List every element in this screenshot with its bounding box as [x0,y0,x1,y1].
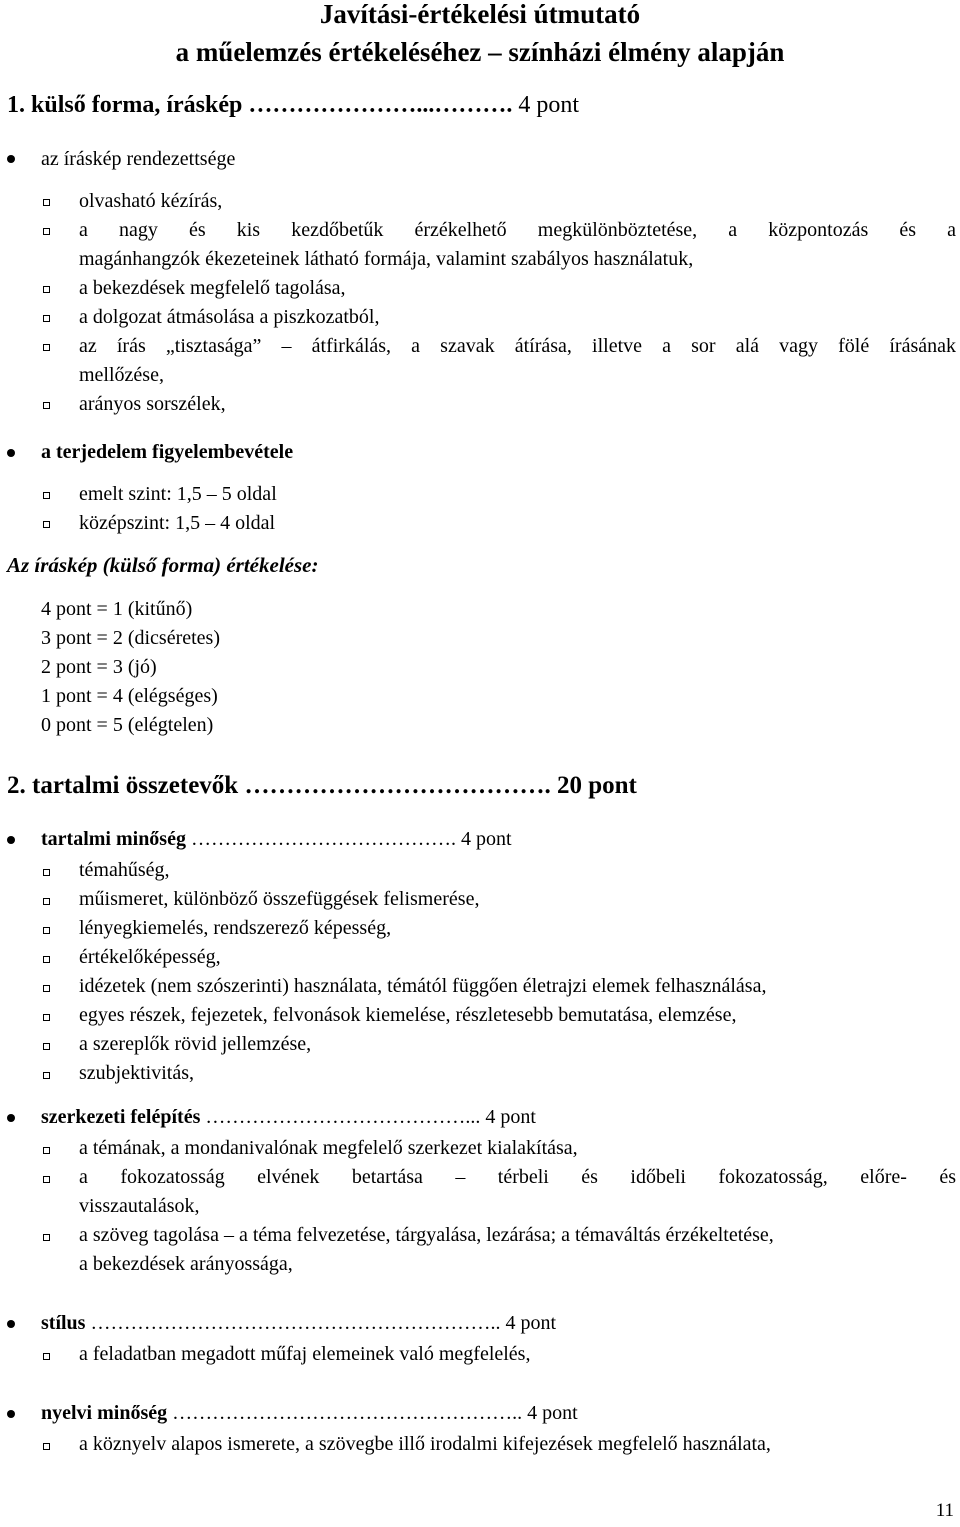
page-number: 11 [935,1500,954,1521]
group-heading-nyelvi-minoseg [41,1401,578,1425]
list-item-continuation: magánhangzók ékezeteinek látható formája, valamint szabályos használatuk, [79,248,694,270]
grade-scale-line: 3 pont = 2 (dicséretes) [41,627,221,649]
list-item: a bekezdések megfelelő tagolása, [79,277,346,299]
grade-scale-line: 1 pont = 4 (elégséges) [41,685,218,707]
document-title-line-1: Javítási-értékelési útmutató [319,0,641,29]
checkbox-square-icon [43,1147,50,1154]
list-item: a dolgozat átmásolása a piszkozatból, [79,306,380,328]
leader-dots: …………………………………. [185,828,456,850]
bullet-icon [7,155,15,163]
group-heading-tartalmi-minoseg [41,827,512,851]
list-item: szubjektivitás, [79,1062,194,1084]
group-label: tartalmi minőség [41,828,186,850]
leader-dots: …………………………………... [200,1106,481,1128]
list-item: olvasható kézírás, [79,190,223,212]
group-label: stílus [41,1312,86,1334]
list-item: arányos sorszélek, [79,393,226,415]
list-item: egyes részek, fejezetek, felvonások kiemelése, részletesebb bemutatása, elemzése, [79,1004,737,1026]
bullet-label-terjedelem: a terjedelem figyelembevétele [41,441,294,463]
list-item: a köznyelv alapos ismerete, a szövegbe illő irodalmi kifejezések megfelelő használata, [79,1433,771,1455]
group-points: 4 pont [500,1312,557,1334]
checkbox-square-icon [43,1234,50,1241]
list-item-continuation: visszautalások, [79,1195,200,1217]
checkbox-square-icon [43,985,50,992]
checkbox-square-icon [43,286,50,293]
checkbox-square-icon [43,1353,50,1360]
list-item: a témának, a mondanivalónak megfelelő szerkezet kialakítása, [79,1137,578,1159]
checkbox-square-icon [43,402,50,409]
checkbox-square-icon [43,315,50,322]
group-points: 4 pont [480,1106,536,1128]
grade-scale-line: 4 pont = 1 (kitűnő) [41,598,193,620]
checkbox-square-icon [43,1072,50,1079]
bullet-icon [7,449,15,457]
group-points: 4 pont [455,828,512,850]
checkbox-square-icon [43,869,50,876]
list-item: műismeret, különböző összefüggések felismerése, [79,888,480,910]
group-label: nyelvi minőség [41,1402,168,1424]
checkbox-square-icon [43,492,50,499]
checkbox-square-icon [43,898,50,905]
section-2-points: 20 pont [550,772,637,799]
grade-scale-line: 0 pont = 5 (elégtelen) [41,714,214,736]
group-heading-szerkezeti-felepites [41,1105,536,1129]
grade-scale-line: 2 pont = 3 (jó) [41,656,157,678]
leader-dots: …………………………………………….. [167,1402,523,1424]
checkbox-square-icon [43,1443,50,1450]
list-item: a feladatban megadott műfaj elemeinek való megfelelés, [79,1343,531,1365]
checkbox-square-icon [43,521,50,528]
list-item: idézetek (nem szószerinti) használata, témától függően életrajzi elemek felhasználása, [79,975,767,997]
checkbox-square-icon [43,956,50,963]
checkbox-square-icon [43,927,50,934]
list-item: témahűség, [79,859,170,881]
section-2-leader-dots: ………………………………. [244,772,551,799]
section-1-heading [7,92,579,119]
list-item: emelt szint: 1,5 – 5 oldal [79,483,277,505]
section-1-points: 4 pont [512,92,580,118]
leader-dots: …………………………………………………….. [85,1312,501,1334]
checkbox-square-icon [43,344,50,351]
checkbox-square-icon [43,1176,50,1183]
checkbox-square-icon [43,1043,50,1050]
section-1-heading-text: 1. külső forma, íráskép [7,92,249,118]
checkbox-square-icon [43,228,50,235]
list-item: a nagy és kis kezdőbetűk érzékelhető megkülönböztetése, a központozás és a [79,219,956,241]
bullet-icon [7,836,15,844]
list-item: az írás „tisztasága” – átfirkálás, a szavak átírása, illetve a sor alá vagy fölé írásának [79,335,956,357]
list-item-continuation: mellőzése, [79,364,164,386]
list-item: értékelőképesség, [79,946,221,968]
list-item-continuation: a bekezdések arányossága, [79,1253,293,1275]
section-1-leader-dots: …………………...………. [248,92,513,118]
checkbox-square-icon [43,1014,50,1021]
list-item: a fokozatosság elvének betartása – térbeli és időbeli fokozatosság, előre- és [79,1166,956,1188]
bullet-icon [7,1320,15,1328]
bullet-icon [7,1410,15,1418]
section-2-heading-text: 2. tartalmi összetevők [7,772,245,799]
group-heading-stilus [41,1311,556,1335]
list-item: középszint: 1,5 – 4 oldal [79,512,276,534]
evaluation-heading: Az íráskép (külső forma) értékelése: [7,553,319,577]
list-item: a szereplők rövid jellemzése, [79,1033,312,1055]
section-2-heading [7,772,637,800]
list-item: lényegkiemelés, rendszerező képesség, [79,917,392,939]
list-item: a szöveg tagolása – a téma felvezetése, tárgyalása, lezárása; a témaváltás érzékeltetése, [79,1224,774,1246]
document-title-line-2: a műelemzés értékeléséhez – színházi élmény alapján [175,37,785,67]
group-label: szerkezeti felépítés [41,1106,201,1128]
group-points: 4 pont [522,1402,578,1424]
checkbox-square-icon [43,199,50,206]
bullet-label-rendezettseg: az íráskép rendezettsége [41,148,236,170]
bullet-icon [7,1114,15,1122]
